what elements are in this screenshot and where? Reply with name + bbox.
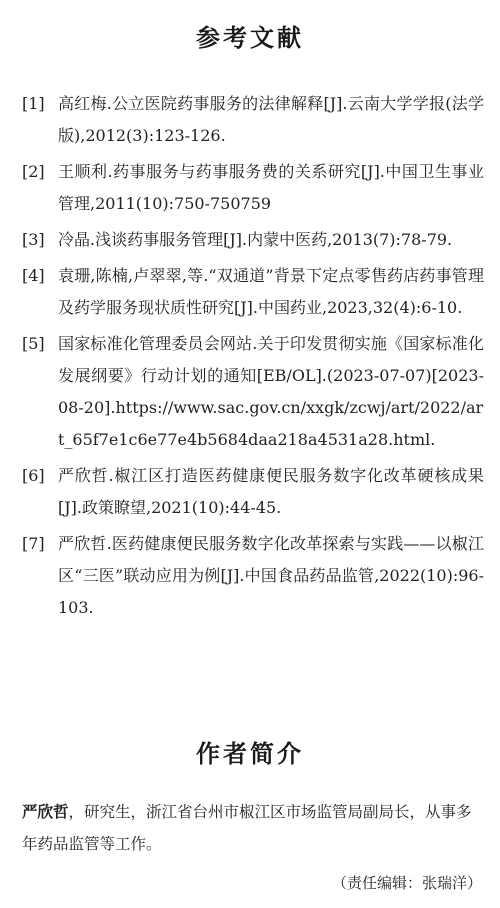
references-heading: 参考文献 xyxy=(196,24,304,52)
reference-number: [3] xyxy=(22,230,45,249)
reference-item xyxy=(22,328,484,456)
reference-number: [7] xyxy=(22,534,45,553)
reference-item xyxy=(22,156,484,220)
reference-number: [1] xyxy=(22,94,45,113)
reference-text: 袁珊,陈楠,卢翠翠,等.“双通道”背景下定点零售药店药事管理及药学服务现状质性研究[J].中国药业,2023,32(4):6-10. xyxy=(58,266,484,317)
reference-text: 严欣哲.椒江区打造医药健康便民服务数字化改革硬核成果[J].政策瞭望,2021(10):44-45. xyxy=(58,466,484,517)
reference-item xyxy=(22,528,484,624)
reference-text: 王顺利.药事服务与药事服务费的关系研究[J].中国卫生事业管理,2011(10):750-750759 xyxy=(58,162,484,213)
reference-number: [4] xyxy=(22,266,45,285)
reference-item xyxy=(22,460,484,524)
reference-number: [5] xyxy=(22,334,45,353)
editor-note: （责任编辑：张瑞洋） xyxy=(331,874,482,892)
reference-text: 国家标准化管理委员会网站.关于印发贯彻实施《国家标准化发展纲要》行动计划的通知[EB/OL].(2023-07-07)[2023-08-20].https://www.sac.gov.cn/xxgk/zcwj/art/2022/art_65f7e1c6e77e4b5684daa218a4531a28.html. xyxy=(58,334,484,449)
author-bio-text: ，研究生，浙江省台州市椒江区市场监管局副局长，从事多年药品监管等工作。 xyxy=(22,803,472,853)
reference-text: 严欣哲.医药健康便民服务数字化改革探索与实践——以椒江区“三医”联动应用为例[J].中国食品药品监管,2022(10):96-103. xyxy=(58,534,484,617)
reference-number: [6] xyxy=(22,466,45,485)
reference-text: 冷晶.浅谈药事服务管理[J].内蒙中医药,2013(7):78-79. xyxy=(58,230,453,249)
author-name: 严欣哲 xyxy=(22,803,69,821)
reference-item xyxy=(22,224,484,256)
reference-number: [2] xyxy=(22,162,45,181)
author-heading: 作者简介 xyxy=(196,740,304,768)
reference-item xyxy=(22,260,484,324)
reference-list xyxy=(22,88,484,628)
reference-item xyxy=(22,88,484,152)
author-bio xyxy=(22,796,482,860)
reference-text: 高红梅.公立医院药事服务的法律解释[J].云南大学学报(法学版),2012(3):123-126. xyxy=(58,94,484,145)
